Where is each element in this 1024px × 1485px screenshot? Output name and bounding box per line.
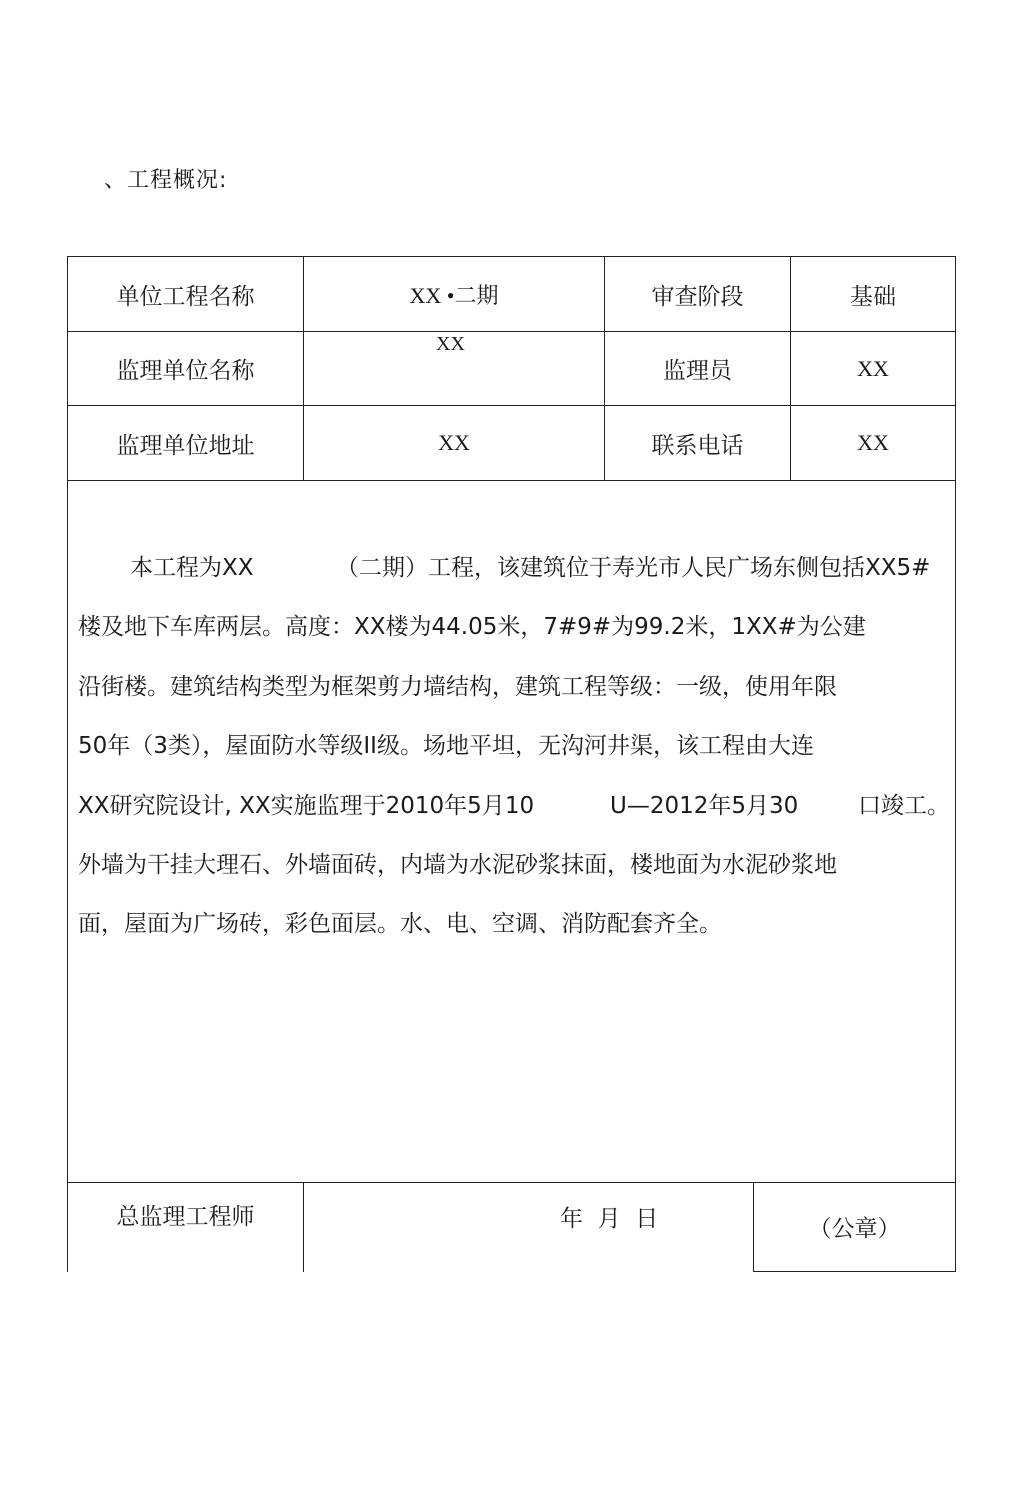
description-line-1 — [78, 549, 958, 581]
unit-project-name-label: 单位工程名称 — [116, 283, 255, 310]
seal-bottom-border — [753, 1271, 956, 1272]
footer-top-border — [67, 1182, 956, 1183]
supervision-unit-address-label: 监理单位地址 — [116, 432, 255, 459]
review-stage-value: 基础 — [850, 283, 896, 310]
description-line-6: 外墙为干挂大理石、外墙面砖，内墙为水泥砂浆抹面，楼地面为水泥砂浆地 — [78, 852, 837, 878]
description-line-1-part-a: 本工程为XX — [130, 555, 254, 581]
section-title: 、工程概况: — [104, 168, 228, 193]
description-line-4: 50年（3类），屋面防水等级II级。场地平坦，无沟河井渠，该工程由大连 — [78, 733, 814, 759]
chief-supervisor-label: 总监理工程师 — [116, 1203, 255, 1230]
unit-project-name-value: XX •二期 — [409, 282, 499, 308]
row3-bottom-border — [67, 480, 956, 481]
supervision-unit-address-value: XX — [438, 430, 470, 455]
description-line-1-part-b: （二期）工程，该建筑位于寿光市人民广场东侧包括XX5# — [336, 555, 931, 581]
contact-phone-label: 联系电话 — [651, 432, 744, 459]
description-line-5-part-a: XX研究院设计, XX实施监理于2010年5月10 — [78, 793, 535, 819]
table-right-border — [955, 256, 956, 1272]
description-line-5-part-c: 口竣工。 — [858, 793, 950, 819]
date-label: 年 月 日 — [560, 1205, 659, 1232]
supervision-unit-name-value: XX — [436, 333, 465, 355]
description-line-5-part-b: U—2012年5月30 — [610, 793, 799, 819]
description-line-2: 楼及地下车库两层。高度：XX楼为44.05米，7#9#为99.2米，1XX#为公建 — [78, 614, 866, 640]
description-line-5 — [78, 787, 948, 819]
contact-phone-value: XX — [857, 430, 889, 455]
review-stage-label: 审查阶段 — [651, 283, 744, 310]
description-line-3: 沿街楼。建筑结构类型为框架剪力墙结构，建筑工程等级：一级，使用年限 — [78, 674, 837, 700]
supervisor-value: XX — [857, 355, 889, 381]
supervision-unit-name-label: 监理单位名称 — [116, 358, 255, 384]
official-seal-label: （公章） — [808, 1215, 901, 1242]
description-line-7: 面，屋面为广场砖，彩色面层。水、电、空调、消防配套齐全。 — [78, 911, 722, 937]
supervisor-label: 监理员 — [663, 358, 732, 384]
